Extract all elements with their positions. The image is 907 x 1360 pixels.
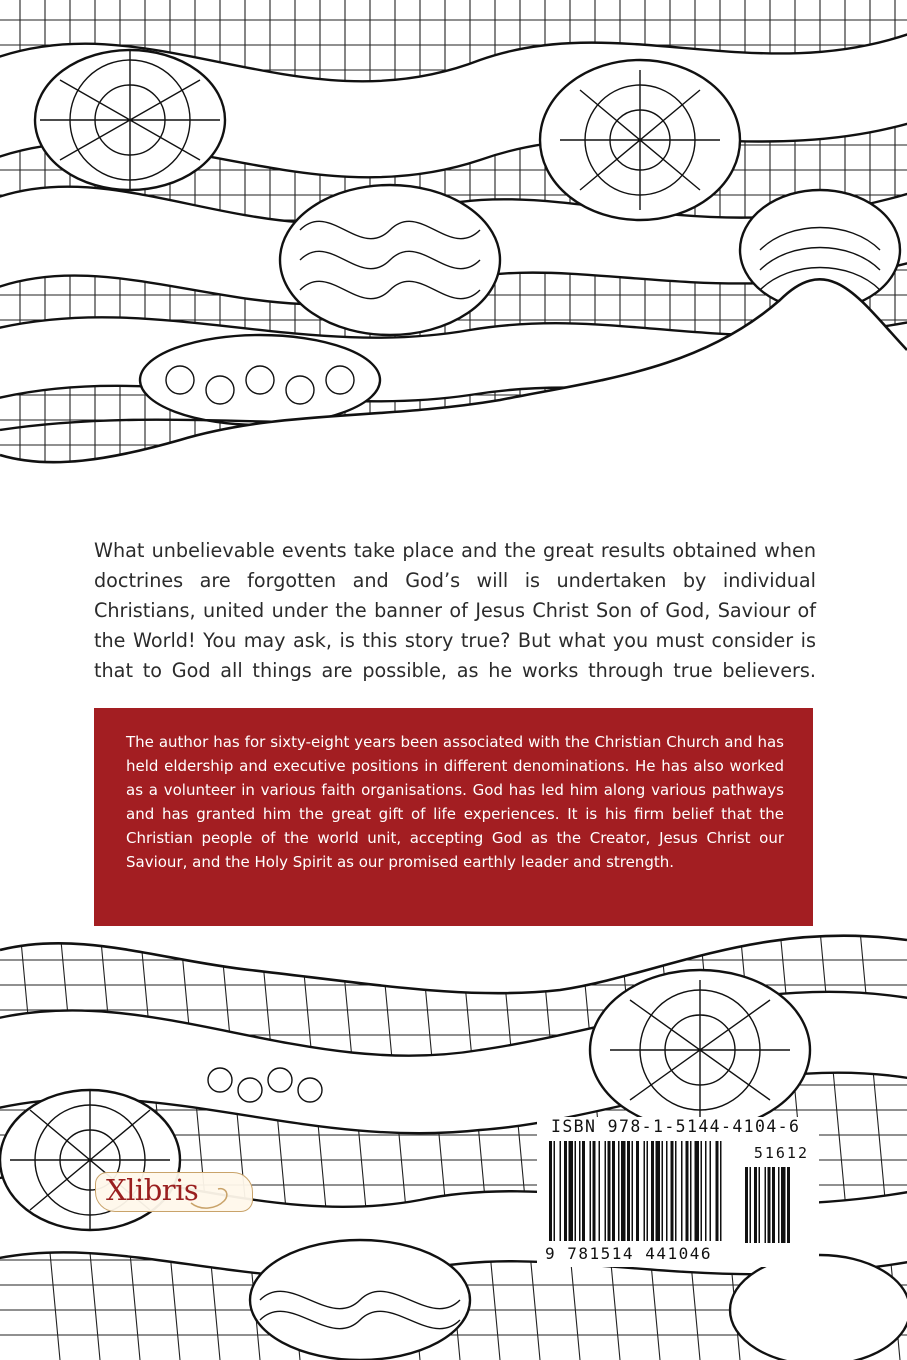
barcode-bar [618,1141,620,1241]
barcode-bar [720,1141,722,1241]
barcode-bar [651,1141,654,1241]
barcode-bar [647,1141,649,1241]
barcode-bar [681,1141,683,1241]
barcode-bar [632,1141,634,1241]
barcode-bar [605,1141,607,1241]
author-bio-text: The author has for sixty-eight years been associated with the Christian Church and has held eldership and executive positions in different denominations. He has also worked as a volunteer in various faith organisations. God has led him along various pathways and has granted him the great gift of life experiences. It is his firm belief that the Christian people of the world unit, accepting God as the Creator, Jesus Christ our Saviour, and the Holy Spirit as our promised earthly leader and strength. [126,733,784,871]
publisher-logo [95,1172,253,1212]
barcode-bar [662,1141,664,1241]
barcode-addon-bar [754,1167,757,1243]
barcode-bar [701,1141,703,1241]
publisher-name: Xlibris [106,1173,199,1207]
barcode-bar [690,1141,692,1241]
barcode-bar [549,1141,552,1241]
barcode-bar [590,1141,592,1241]
barcode-bar [644,1141,646,1241]
isbn-barcode [537,1117,819,1267]
barcode-bar [575,1141,577,1241]
barcode-addon-bar [781,1167,786,1243]
barcode-bar [612,1141,615,1241]
author-bio-box [94,708,813,926]
barcode-bar [560,1141,562,1241]
barcode-bar [579,1141,581,1241]
barcode-bar [686,1141,689,1241]
barcode-bar [675,1141,677,1241]
barcode-bar [599,1141,601,1241]
isbn-digits: 9 781514 441046 [545,1244,712,1263]
barcode-bar [710,1141,712,1241]
barcode-bar [569,1141,574,1241]
barcode-addon-bar [778,1167,780,1243]
barcode-addon-bar [765,1167,767,1243]
barcode-bar [593,1141,596,1241]
barcode-bar [695,1141,700,1241]
barcode-bar [621,1141,626,1241]
price-code: 51612 [753,1144,809,1162]
barcode-addon-bar [772,1167,775,1243]
barcode-bar [671,1141,674,1241]
barcode-bar [608,1141,611,1241]
isbn-label: ISBN 978-1-5144-4104-6 [551,1117,801,1136]
barcode-bar [666,1141,668,1241]
zentangle-pattern-top [0,0,907,470]
barcode-bar [582,1141,585,1241]
barcode-addon-bar [768,1167,771,1243]
back-cover-blurb: What unbelievable events take place and the great results obtained when doctrines are forgotten and God’s will is undertaken by individual Christians, united under the banner of Jesus Christ Son of God, Saviour of the World! You may ask, is this story true? But what you must consider is that to God all things are possible, as he works through true believers. [94,539,816,682]
barcode-bar [716,1141,719,1241]
barcode-addon-bar [787,1167,790,1243]
barcode-bar [564,1141,567,1241]
barcode-addon-bar [745,1167,748,1243]
barcode-addon-bar [750,1167,752,1243]
barcode-bar [636,1141,639,1241]
barcode-bar [656,1141,661,1241]
barcode-bar [554,1141,556,1241]
barcode-bar [705,1141,707,1241]
barcode-bar [627,1141,630,1241]
barcode-addon-bar [759,1167,761,1243]
